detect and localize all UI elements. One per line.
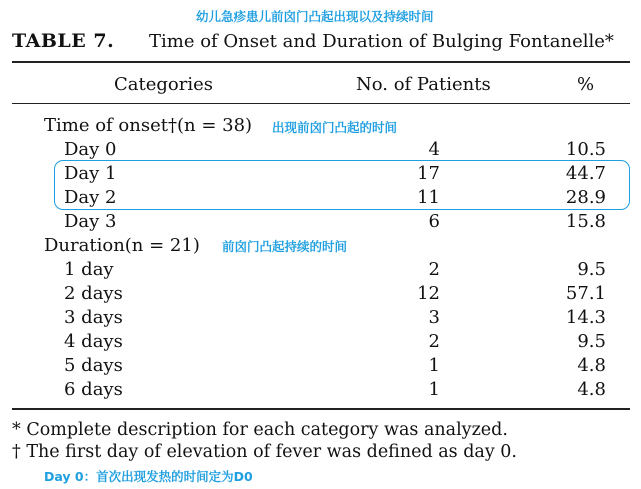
row-category: 2 days (64, 283, 123, 304)
table-row (0, 211, 641, 235)
row-category: 6 days (64, 379, 123, 400)
table-row (0, 259, 641, 283)
row-patients: 6 (428, 211, 440, 232)
table-row (0, 307, 641, 331)
row-patients: 4 (428, 139, 440, 160)
row-category: 1 day (64, 259, 114, 280)
section-title-onset: Time of onset†(n = 38) (44, 115, 253, 136)
footnote-day0: † The first day of elevation of fever was defined as day 0. (12, 442, 517, 462)
table-row (0, 379, 641, 403)
row-patients: 17 (417, 163, 440, 184)
row-percent: 4.8 (577, 379, 606, 400)
table-label: TABLE 7. (12, 30, 115, 52)
highlight-box (54, 160, 630, 210)
row-percent: 28.9 (565, 187, 606, 208)
row-percent: 57.1 (565, 283, 606, 304)
table-row (0, 331, 641, 355)
row-patients: 1 (428, 379, 440, 400)
row-patients: 2 (428, 259, 440, 280)
row-patients: 12 (417, 283, 440, 304)
table-row (0, 355, 641, 379)
row-patients: 2 (428, 331, 440, 352)
footnote-complete: * Complete description for each category was analyzed. (12, 420, 508, 440)
row-percent: 4.8 (577, 355, 606, 376)
table-row (0, 283, 641, 307)
table-title: Time of Onset and Duration of Bulging Fontanelle* (149, 31, 614, 52)
row-percent: 9.5 (577, 259, 606, 280)
row-percent: 10.5 (565, 139, 606, 160)
section-annotation-duration: 前囟门凸起持续的时间 (222, 239, 348, 254)
row-category: Day 3 (64, 211, 117, 232)
column-header-patients: No. of Patients (356, 74, 491, 95)
header-annotation: 幼儿急疹患儿前囟门凸起出现以及持续时间 (196, 9, 434, 24)
bottom-rule (12, 408, 630, 410)
top-rule (12, 61, 630, 63)
row-category: Day 1 (64, 163, 117, 184)
row-patients: 1 (428, 355, 440, 376)
column-header-categories: Categories (114, 74, 213, 95)
row-category: Day 2 (64, 187, 117, 208)
row-category: 5 days (64, 355, 123, 376)
section-annotation-onset: 出现前囟门凸起的时间 (272, 120, 398, 135)
row-percent: 44.7 (565, 163, 606, 184)
header-rule (12, 103, 630, 104)
row-percent: 9.5 (577, 331, 606, 352)
footer-annotation: Day 0：首次出现发热的时间定为D0 (44, 469, 253, 484)
row-percent: 14.3 (565, 307, 606, 328)
row-category: 3 days (64, 307, 123, 328)
section-title-duration: Duration(n = 21) (44, 235, 200, 256)
column-header-percent: % (577, 74, 595, 95)
row-patients: 11 (417, 187, 440, 208)
row-percent: 15.8 (565, 211, 606, 232)
row-category: 4 days (64, 331, 123, 352)
row-category: Day 0 (64, 139, 117, 160)
row-patients: 3 (428, 307, 440, 328)
